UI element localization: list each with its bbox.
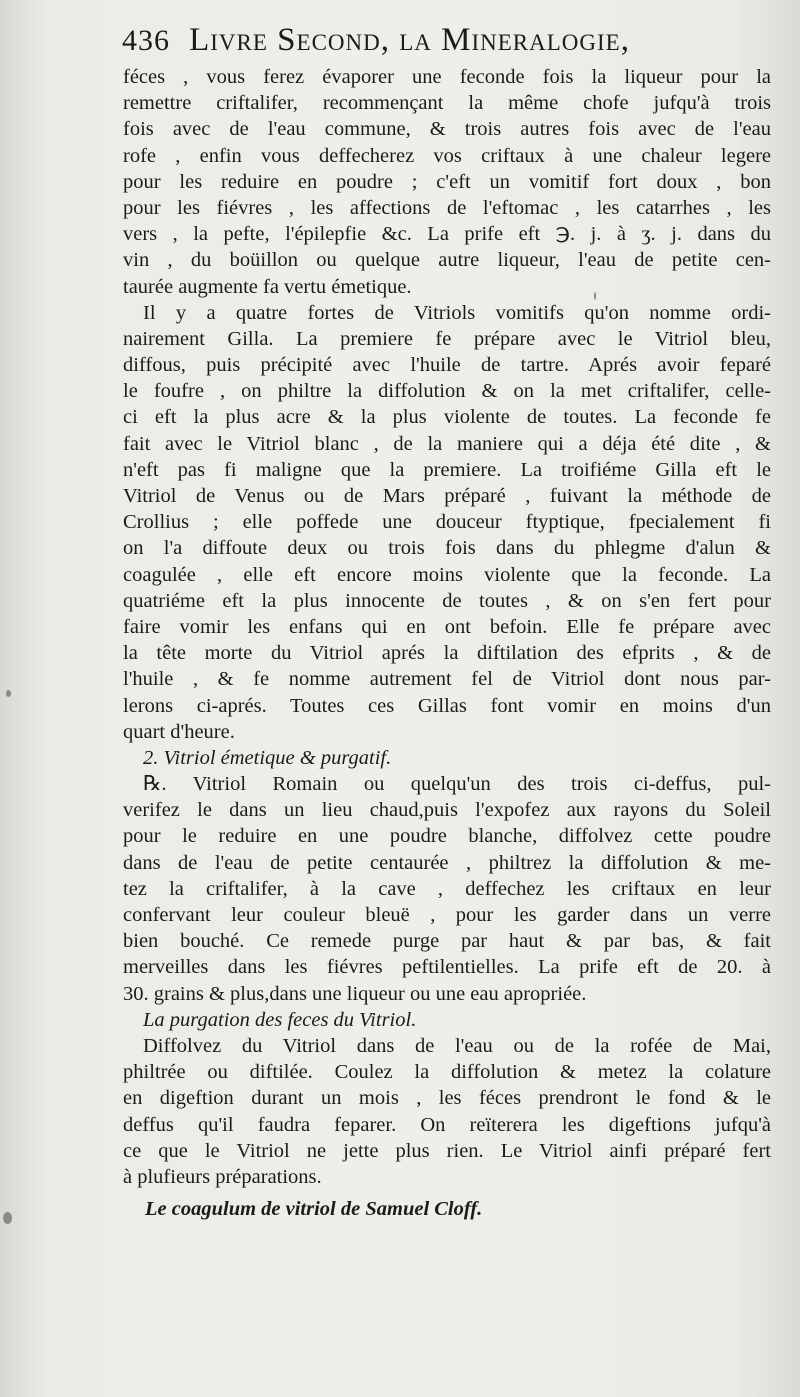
text-line: quart d'heure. (123, 720, 235, 743)
text-line: dans de l'eau de petite centaurée , philtrez la diffolution & me- (123, 851, 771, 874)
text-line: la tête morte du Vitriol aprés la diftilation des efprits , & de (123, 642, 771, 665)
text-line: en digeftion durant un mois , les féces prendront le fond & le (123, 1087, 771, 1110)
text-line: philtrée ou diftilée. Coulez la diffolution & metez la colature (123, 1061, 771, 1084)
text-line: à plufieurs préparations. (123, 1165, 322, 1188)
text-line: tez la criftalifer, à la cave , deffechez les criftaux en leur (123, 877, 771, 900)
text-line: pour le reduire en une poudre blanche, diffolvez cette poudre (123, 825, 771, 848)
text-line: vin , du boüillon ou quelque autre liqueur, l'eau de petite cen- (123, 249, 771, 272)
text-line: 30. grains & plus,dans une liqueur ou une eau apropriée. (123, 982, 587, 1005)
section-heading: 2. Vitriol émetique & purgatif. (143, 746, 392, 769)
text-line: lerons ci-aprés. Toutes ces Gillas font vomir en moins d'un (123, 694, 771, 717)
section-heading: La purgation des feces du Vitriol. (143, 1008, 417, 1031)
text-line: faire vomir les enfans qui en ont befoin. Elle fe prépare avec (123, 615, 771, 638)
running-title: Livre Second, la Mineralogie, (189, 22, 630, 58)
text-line: deffus qu'il faudra feparer. On reïterera les digeftions jufqu'à (123, 1113, 771, 1136)
body-text (123, 64, 771, 1222)
text-line: merveilles dans les fiévres peftilentielles. La prife eft de 20. à (123, 956, 771, 979)
text-line: ce que le Vitriol ne jette plus rien. Le Vitriol ainfi préparé fert (123, 1139, 771, 1162)
paper-speck (3, 1212, 12, 1224)
text-line: coagulée , elle eft encore moins violente que la feconde. La (123, 563, 771, 586)
text-line: Il y a quatre fortes de Vitriols vomitifs qu'on nomme ordi- (143, 301, 771, 324)
text-line: pour les reduire en poudre ; c'eft un vomitif fort doux , bon (123, 170, 771, 193)
text-line: ℞. Vitriol Romain ou quelqu'un des trois ci-deffus, pul- (143, 773, 771, 796)
text-line: nairement Gilla. La premiere fe prépare avec le Vitriol bleu, (123, 327, 771, 350)
text-line: Diffolvez du Vitriol dans de l'eau ou de la rofée de Mai, (143, 1034, 771, 1057)
text-line: ci eft la plus acre & la plus violente de toutes. La feconde fe (123, 406, 771, 429)
paper-speck (6, 690, 11, 697)
text-line: le foufre , on philtre la diffolution & on la met criftalifer, celle- (123, 380, 771, 403)
text-line: vers , la pefte, l'épilepfie &c. La prife eft ℈. j. à ʒ. j. dans du (123, 223, 771, 246)
text-line: n'eft pas fi maligne que la premiere. La troifiéme Gilla eft le (123, 458, 771, 481)
text-line: diffous, puis précipité avec l'huile de tartre. Aprés avoir feparé (123, 354, 771, 377)
text-line: Crollius ; elle poffede une douceur ftyptique, fpecialement fi (123, 511, 771, 534)
text-line: l'huile , & fe nomme autrement fel de Vitriol dont nous par- (123, 668, 771, 691)
text-line: pour les fiévres , les affections de l'eftomac , les catarrhes , les (123, 196, 771, 219)
text-line: on l'a diffoute deux ou trois fois dans du phlegme d'alun & (123, 537, 771, 560)
text-line: quatriéme eft la plus innocente de toutes , & on s'en fert pour (123, 589, 771, 612)
text-line: féces , vous ferez évaporer une feconde fois la liqueur pour la (123, 66, 771, 88)
text-line: fois avec de l'eau commune, & trois autres fois avec de l'eau (123, 118, 771, 141)
text-line: rofe , enfin vous deffecherez vos criftaux à une chaleur legere (123, 144, 771, 167)
text-line: remettre criftalifer, recommençant la même chofe jufqu'à trois (123, 92, 771, 115)
text-line: verifez le dans un lieu chaud,puis l'expofez aux rayons du Soleil (123, 799, 771, 822)
text-line: fait avec le Vitriol blanc , de la maniere qui a déja été dite , & (123, 432, 771, 455)
text-line: bien bouché. Ce remede purge par haut & par bas, & fait (123, 930, 771, 953)
section-heading: Le coagulum de vitriol de Samuel Cloff. (145, 1198, 483, 1221)
text-line: confervant leur couleur bleuë , pour les garder dans un verre (123, 904, 771, 926)
page-number: 436 (122, 24, 170, 57)
paper-speck (594, 292, 596, 300)
text-line: taurée augmente fa vertu émetique. (123, 275, 412, 298)
text-line: Vitriol de Venus ou de Mars préparé , fuivant la méthode de (123, 485, 771, 507)
